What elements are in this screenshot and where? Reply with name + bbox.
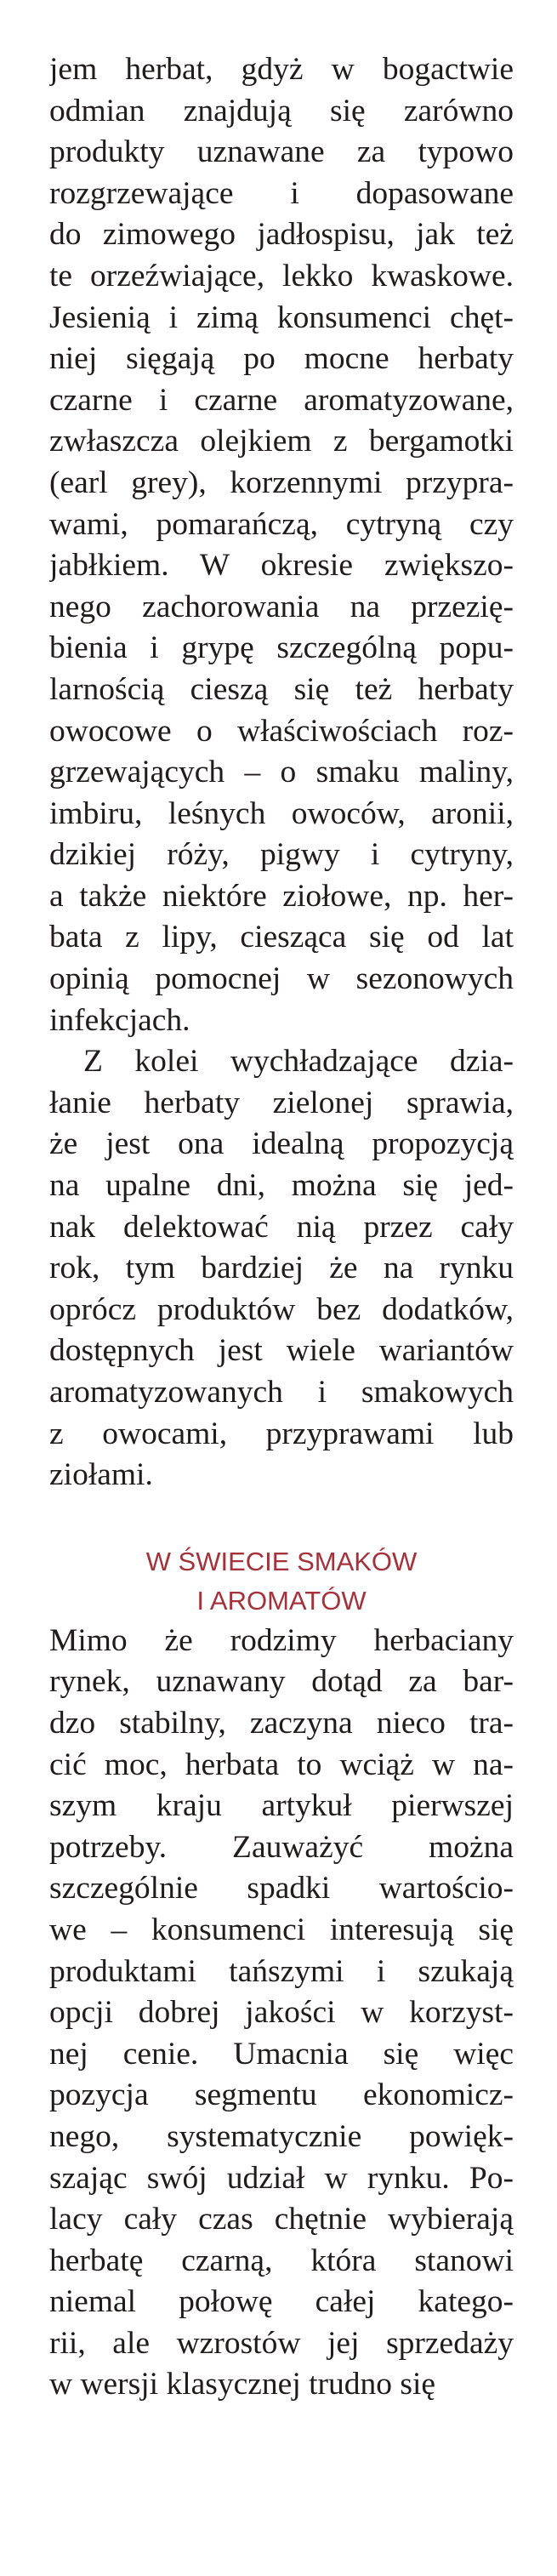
text-line: jabłkiem. W okresie zwiększo-	[49, 548, 514, 584]
section-heading-line1: W ŚWIECIE SMAKÓW	[145, 1546, 418, 1576]
text-line: opinią pomocnej w sezonowych	[49, 961, 514, 997]
paragraph-green-tea	[49, 1041, 514, 1496]
text-line: produkty uznawane za typowo	[49, 134, 514, 170]
section-heading-line2: I AROMATÓW	[196, 1585, 367, 1616]
text-line: w wersji klasycznej trudno się	[49, 2367, 436, 2402]
text-line: Z kolei wychładzające dzia-	[83, 1044, 514, 1080]
text-line: szym kraju artykuł pierwszej	[49, 1788, 514, 1824]
section-heading	[49, 1542, 514, 1621]
text-line: jem herbat, gdyż w bogactwie	[49, 52, 514, 87]
paragraph-tea-market	[49, 1621, 514, 2406]
text-line: larnością cieszą się też herbaty	[49, 671, 514, 707]
text-line: odmian znajdują się zarówno	[49, 93, 514, 128]
article-column	[49, 49, 514, 2406]
text-line: niemal połowę całej katego-	[49, 2284, 514, 2320]
text-line: rii, ale wzrostów jej sprzedaży	[49, 2325, 514, 2361]
text-line: nak delektować nią przez cały	[49, 1209, 514, 1245]
text-line: nego zachorowania na przezię-	[49, 589, 514, 624]
text-line: zwłaszcza olejkiem z bergamotki	[49, 424, 514, 459]
text-line: nego, systematycznie powięk-	[49, 2118, 514, 2154]
text-line: grzewających – o smaku maliny,	[49, 755, 514, 790]
text-line: nej cenie. Umacnia się więc	[49, 2036, 514, 2072]
text-line: na upalne dni, można się jed-	[49, 1168, 514, 1204]
text-line: pozycja segmentu ekonomicz-	[49, 2077, 514, 2113]
text-line: a także niektóre ziołowe, np. her-	[49, 878, 514, 914]
text-line: opcji dobrej jakości w korzyst-	[49, 1995, 514, 2031]
text-line: infekcjach.	[49, 1002, 190, 1038]
text-line: potrzeby. Zauważyć można	[49, 1829, 514, 1865]
text-line: do zimowego jadłospisu, jak też	[49, 217, 514, 253]
text-line: wami, pomarańczą, cytryną czy	[49, 506, 514, 542]
text-line: imbiru, leśnych owoców, aronii,	[49, 795, 514, 831]
text-line: rynek, uznawany dotąd za bar-	[49, 1664, 514, 1700]
text-line: z owocami, przyprawami lub	[49, 1416, 514, 1451]
text-line: cić moc, herbata to wciąż w na-	[49, 1747, 514, 1782]
text-line: szczególnie spadki wartościo-	[49, 1871, 514, 1906]
text-line: bata z lipy, ciesząca się od lat	[49, 920, 514, 955]
text-line: we – konsumenci interesują się	[49, 1912, 514, 1947]
text-line: dostępnych jest wiele wariantów	[49, 1333, 514, 1369]
text-line: niej sięgają po mocne herbaty	[49, 341, 514, 377]
text-line: te orzeźwiające, lekko kwaskowe.	[49, 258, 514, 294]
text-line: dzo stabilny, zaczyna nieco tra-	[49, 1705, 514, 1741]
text-line: rozgrzewające i dopasowane	[49, 175, 514, 211]
text-line: Mimo że rodzimy herbaciany	[49, 1622, 514, 1658]
text-line: oprócz produktów bez dodatków,	[49, 1291, 514, 1327]
text-line: rok, tym bardziej że na rynku	[49, 1251, 514, 1286]
text-line: Jesienią i zimą konsumenci chęt-	[49, 299, 514, 335]
text-line: produktami tańszymi i szukają	[49, 1953, 514, 1989]
paragraph-tea-varieties	[49, 49, 514, 1041]
text-line: lacy cały czas chętnie wybierają	[49, 2202, 514, 2237]
text-line: czarne i czarne aromatyzowane,	[49, 382, 514, 418]
text-line: herbatę czarną, która stanowi	[49, 2243, 514, 2278]
text-line: ziołami.	[49, 1457, 153, 1493]
text-line: bienia i grypę szczególną popu-	[49, 630, 514, 666]
text-line: (earl grey), korzennymi przypra-	[49, 464, 514, 500]
text-line: owocowe o właściwościach roz-	[49, 713, 514, 749]
text-line: dzikiej róży, pigwy i cytryny,	[49, 837, 514, 873]
text-line: szając swój udział w rynku. Po-	[49, 2160, 514, 2196]
text-line: że jest ona idealną propozycją	[49, 1126, 514, 1162]
text-line: aromatyzowanych i smakowych	[49, 1375, 514, 1410]
text-line: łanie herbaty zielonej sprawia,	[49, 1085, 514, 1120]
